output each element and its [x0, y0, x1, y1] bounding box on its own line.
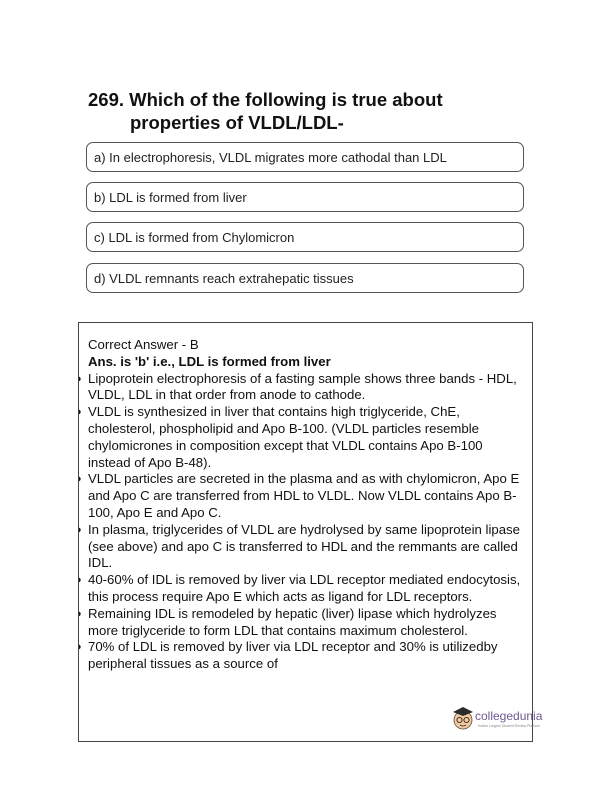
explanation-item: ● VLDL particles are secreted in the plasma and as with chylomicron, Apo E and Apo C are transferred from HDL to VLDL. Now VLDL contains Apo B-100, Apo E and Apo C. — [88, 471, 528, 521]
correct-answer-label: Correct Answer - B — [88, 337, 199, 352]
explanation-item: ● 70% of LDL is removed by liver via LDL receptor and 30% is utilizedby peripheral tissues as a source of — [88, 639, 528, 673]
collegedunia-logo[interactable] — [451, 702, 546, 736]
answer-content — [88, 337, 528, 673]
question-text-line2: properties of VLDL/LDL- — [130, 112, 344, 133]
logo-name: collegedunia — [475, 709, 543, 723]
explanation-list — [88, 371, 528, 673]
option-c[interactable]: c) LDL is formed from Chylomicron — [86, 222, 524, 252]
explanation-item: ● Remaining IDL is remodeled by hepatic (liver) lipase which hydrolyzes more triglyceride to form LDL that contains maximum cholesterol. — [88, 606, 528, 640]
question-title — [88, 88, 528, 134]
option-b[interactable]: b) LDL is formed from liver — [86, 182, 524, 212]
question-number: 269. — [88, 89, 125, 110]
logo-tagline: India's Largest Student Review Platform — [478, 724, 541, 728]
answer-heading: Ans. is 'b' i.e., LDL is formed from liver — [88, 353, 331, 369]
question-text-line1: Which of the following is true about — [129, 89, 443, 110]
explanation-item: ● 40-60% of IDL is removed by liver via LDL receptor mediated endocytosis, this process require Apo E which acts as ligand for LDL receptors. — [88, 572, 528, 606]
explanation-item: ● Lipoprotein electrophoresis of a fasting sample shows three bands - HDL, VLDL, LDL in that order from anode to cathode. — [88, 371, 528, 405]
answer-explanation-box — [78, 322, 533, 742]
student-mascot-icon — [451, 704, 475, 732]
explanation-item: ● VLDL is synthesized in liver that contains high triglyceride, ChE, cholesterol, phospholipid and Apo B-100. (VLDL particles resemble chylomicrones in composition except that VLDL contains Apo B-100 instead of Apo B-48). — [88, 404, 528, 471]
option-d[interactable]: d) VLDL remnants reach extrahepatic tissues — [86, 263, 524, 293]
explanation-item: ● In plasma, triglycerides of VLDL are hydrolysed by same lipoprotein lipase (see above) and apo C is transferred to HDL and the remmants are called IDL. — [88, 522, 528, 572]
option-a[interactable]: a) In electrophoresis, VLDL migrates more cathodal than LDL — [86, 142, 524, 172]
